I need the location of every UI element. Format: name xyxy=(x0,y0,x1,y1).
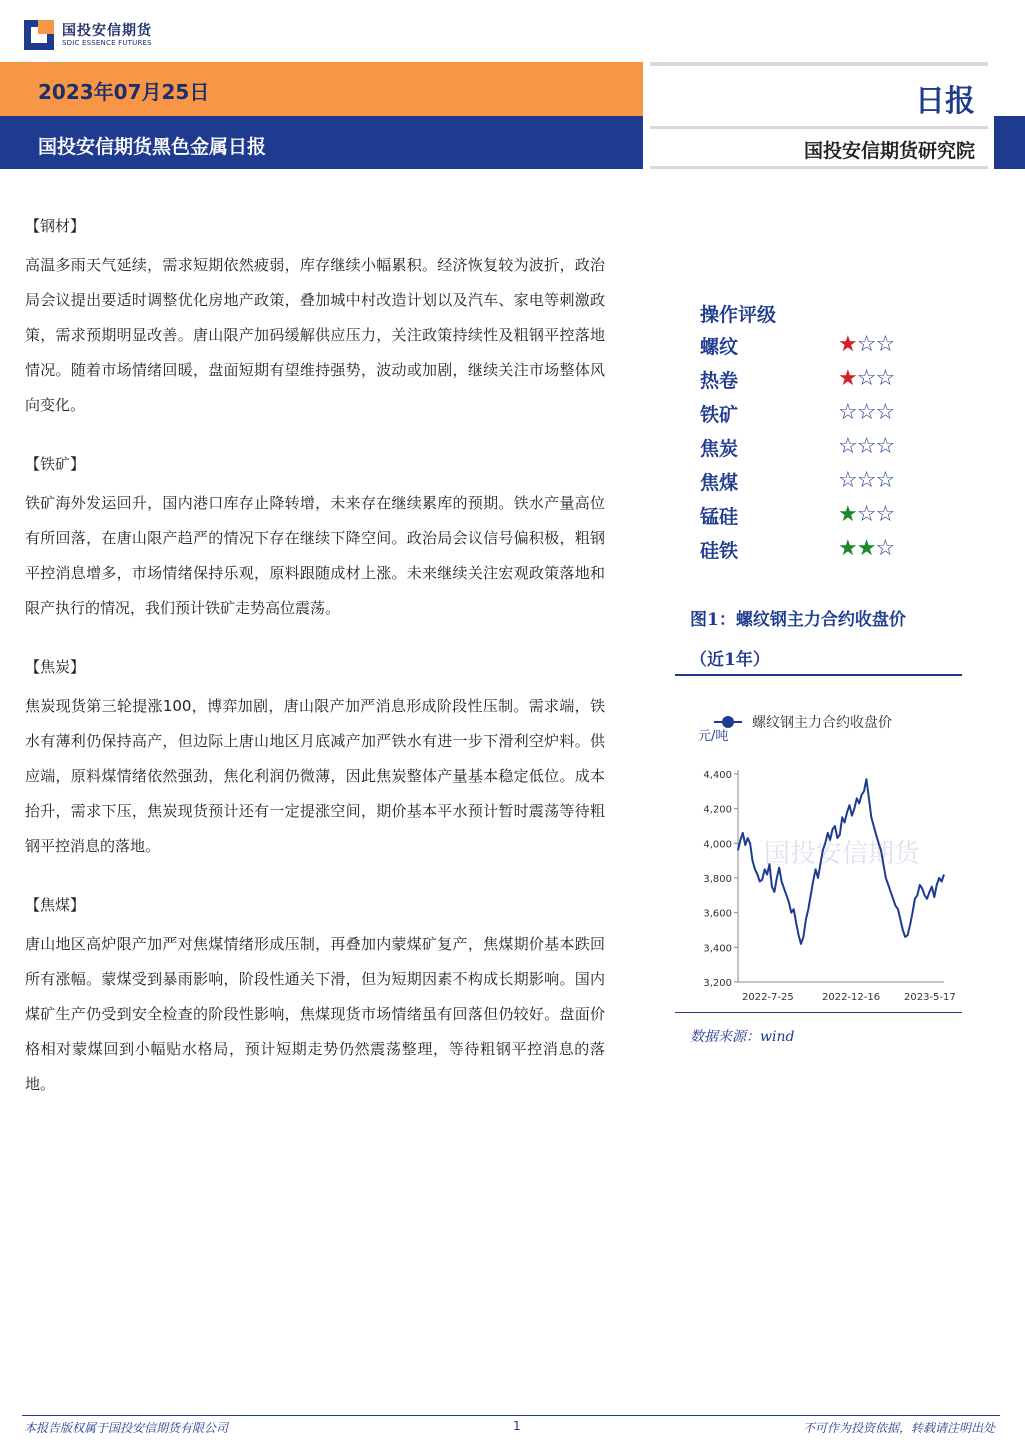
y-axis-label: 元/吨 xyxy=(698,729,729,744)
empty-star-icon: ☆ xyxy=(856,366,876,391)
empty-star-icon: ☆ xyxy=(856,332,876,357)
rating-title: 操作评级 xyxy=(700,304,777,326)
empty-star-icon: ☆ xyxy=(875,468,895,493)
section-text: 焦炭现货第三轮提涨100，博弈加剧，唐山限产加严消息形成阶段性压制。需求端，铁水有薄利仍保持高产，但边际上唐山地区月底减产加严铁水有进一步下滑利空炉料。供应端，原料煤情绪依然强劲，焦化利润仍微薄，因此焦炭整体产量基本稳定低位。成本抬升，需求下压，焦炭现货预计还有一定提涨空间，期价基本平水预计暂时震荡等待粗钢平控消息的落地。 xyxy=(25,697,605,855)
empty-star-icon: ☆ xyxy=(875,366,895,391)
figure-caption-line2: （近1年） xyxy=(690,650,770,670)
filled-star-icon: ★ xyxy=(838,332,857,357)
divider xyxy=(650,166,988,169)
section-iron-ore xyxy=(25,450,605,626)
rating-name: 焦煤 xyxy=(700,472,739,494)
rating-stars xyxy=(838,364,894,394)
filled-star-icon: ★ xyxy=(838,536,857,561)
empty-star-icon: ☆ xyxy=(875,434,895,459)
figure-caption-line1: 图1：螺纹钢主力合约收盘价 xyxy=(690,610,906,630)
rating-row xyxy=(700,330,960,364)
y-tick-label: 3,800 xyxy=(703,874,732,885)
y-tick-label: 3,600 xyxy=(703,908,732,920)
y-tick-label: 3,400 xyxy=(703,943,732,955)
section-title: 【铁矿】 xyxy=(25,455,86,473)
company-logo xyxy=(24,18,224,54)
rating-stars xyxy=(838,466,894,496)
x-tick-label: 2022-12-16 xyxy=(822,992,881,1003)
rating-row xyxy=(700,534,960,568)
empty-star-icon: ☆ xyxy=(838,468,857,493)
logo-mark-icon xyxy=(24,20,54,50)
section-text: 高温多雨天气延续，需求短期依然疲弱，库存继续小幅累积。经济恢复较为波折，政治局会议提出要适时调整优化房地产政策，叠加城中村改造计划以及汽车、家电等刺激政策，需求预期明显改善。唐山限产加码缓解供应压力，关注政策持续性及粗钢平控落地情况。随着市场情绪回暖，盘面短期有望维持强势，波动或加剧，继续关注市场整体风向变化。 xyxy=(25,256,605,414)
figure-top-rule xyxy=(675,674,962,676)
header-accent-block xyxy=(994,116,1025,169)
divider xyxy=(650,62,988,66)
section-title: 【焦煤】 xyxy=(25,896,86,914)
daily-label: 日报 xyxy=(915,84,975,119)
empty-star-icon: ☆ xyxy=(856,502,876,527)
y-tick-label: 3,200 xyxy=(703,978,732,989)
report-body xyxy=(25,212,605,1129)
filled-star-icon: ★ xyxy=(856,536,876,561)
rating-stars xyxy=(838,432,894,462)
x-tick-label: 2023-5-17 xyxy=(904,992,956,1003)
y-tick-label: 4,200 xyxy=(703,804,732,816)
rating-stars xyxy=(838,500,894,530)
section-text: 唐山地区高炉限产加严对焦煤情绪形成压制，再叠加内蒙煤矿复产，焦煤期价基本跌回所有涨幅。蒙煤受到暴雨影响，阶段性通关下滑，但为短期因素不构成长期影响。国内煤矿生产仍受到安全检查的阶段性影响，焦煤现货市场情绪虽有回落但仍较好。盘面价格相对蒙煤回到小幅贴水格局，预计短期走势仍然震荡整理，等待粗钢平控消息的落地。 xyxy=(25,935,605,1093)
logo-text-en: SDIC ESSENCE FUTURES xyxy=(62,39,152,47)
rating-row xyxy=(700,432,960,466)
empty-star-icon: ☆ xyxy=(856,400,876,425)
x-tick-label: 2022-7-25 xyxy=(742,992,794,1003)
figure-bottom-rule xyxy=(675,1012,962,1013)
rating-row xyxy=(700,500,960,534)
legend-label: 螺纹钢主力合约收盘价 xyxy=(752,715,892,731)
section-steel xyxy=(25,212,605,423)
rating-row xyxy=(700,398,960,432)
empty-star-icon: ☆ xyxy=(875,536,895,561)
section-coke xyxy=(25,653,605,864)
report-date: 2023年07月25日 xyxy=(38,80,210,104)
y-tick-label: 4,000 xyxy=(703,839,732,851)
figure-caption xyxy=(690,600,962,680)
filled-star-icon: ★ xyxy=(838,502,857,527)
rating-stars xyxy=(838,398,894,428)
footer-rule xyxy=(22,1415,1000,1416)
data-source: 数据来源：wind xyxy=(690,1029,795,1045)
empty-star-icon: ☆ xyxy=(875,400,895,425)
y-tick-label: 4,400 xyxy=(703,770,732,781)
legend-marker-icon xyxy=(722,716,734,728)
watermark-text: 国投安信期货 xyxy=(764,839,921,869)
rating-row xyxy=(700,466,960,500)
section-title: 【钢材】 xyxy=(25,217,86,235)
divider xyxy=(650,126,988,129)
section-coking-coal xyxy=(25,891,605,1102)
section-title: 【焦炭】 xyxy=(25,658,86,676)
empty-star-icon: ☆ xyxy=(856,468,876,493)
institute-name: 国投安信期货研究院 xyxy=(803,140,975,162)
rating-name: 焦炭 xyxy=(700,438,739,460)
footer-copyright: 本报告版权属于国投安信期货有限公司 xyxy=(24,1421,229,1435)
rating-name: 铁矿 xyxy=(700,404,739,426)
empty-star-icon: ☆ xyxy=(838,400,857,425)
empty-star-icon: ☆ xyxy=(856,434,876,459)
logo-text-cn: 国投安信期货 xyxy=(62,23,152,39)
rating-name: 螺纹 xyxy=(700,336,739,358)
rating-panel xyxy=(700,300,960,568)
rating-row xyxy=(700,364,960,398)
empty-star-icon: ☆ xyxy=(838,434,857,459)
page-number: 1 xyxy=(513,1419,521,1433)
rating-stars xyxy=(838,534,894,564)
filled-star-icon: ★ xyxy=(838,366,857,391)
rating-name: 热卷 xyxy=(700,370,739,392)
section-text: 铁矿海外发运回升，国内港口库存止降转增，未来存在继续累库的预期。铁水产量高位有所回落，在唐山限产趋严的情况下存在继续下降空间。政治局会议信号偏积极，粗钢平控消息增多，市场情绪保持乐观，原料跟随成材上涨。未来继续关注宏观政策落地和限产执行的情况，我们预计铁矿走势高位震荡。 xyxy=(25,494,605,617)
rating-name: 硅铁 xyxy=(700,540,739,562)
rating-name: 锰硅 xyxy=(700,506,739,528)
footer-disclaimer: 不可作为投资依据，转载请注明出处 xyxy=(802,1421,995,1435)
empty-star-icon: ☆ xyxy=(875,502,895,527)
report-title: 国投安信期货黑色金属日报 xyxy=(38,136,267,158)
price-line-chart xyxy=(676,700,962,1012)
empty-star-icon: ☆ xyxy=(875,332,895,357)
rating-stars xyxy=(838,330,894,360)
